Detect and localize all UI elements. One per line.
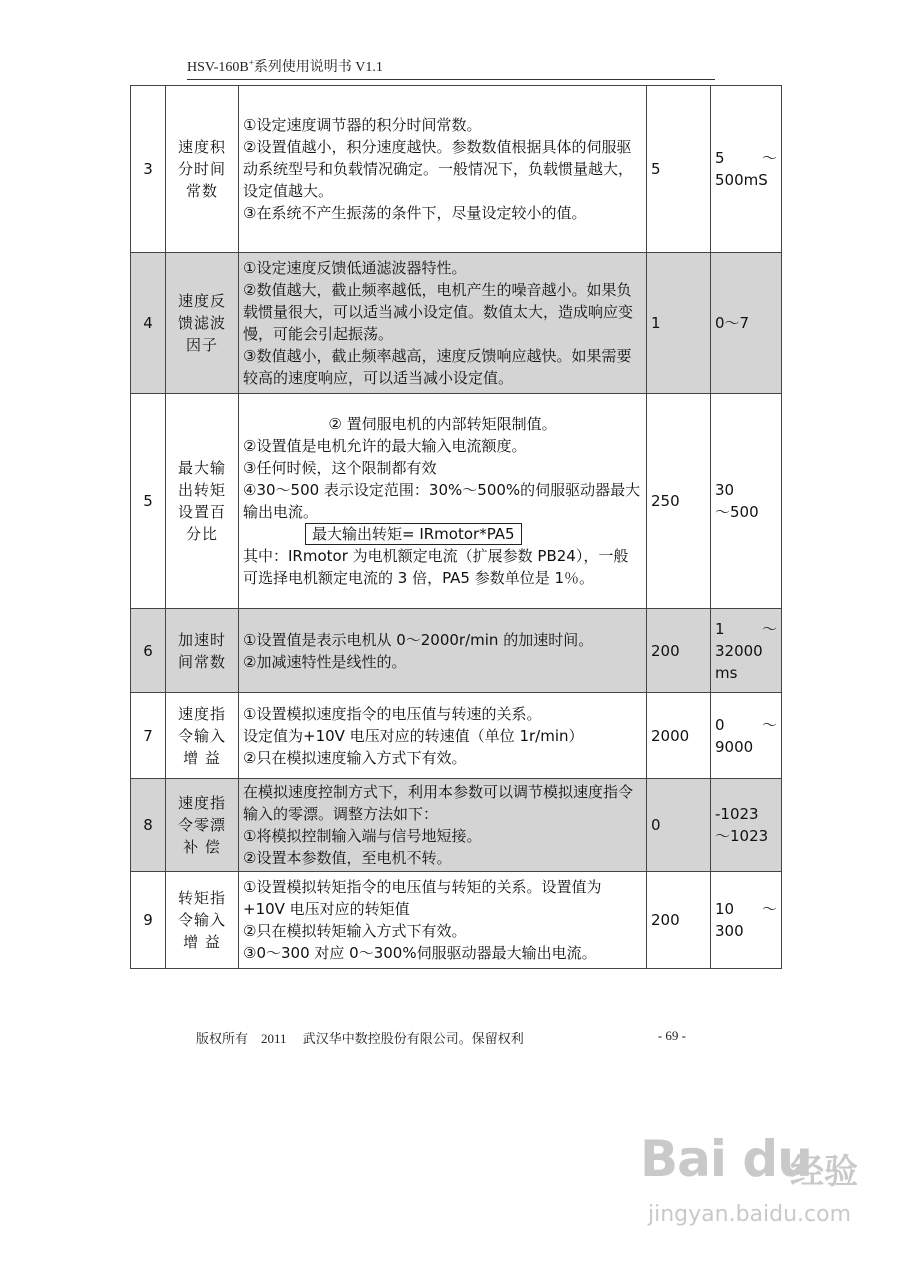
param-number: 6 xyxy=(131,609,166,693)
table-row xyxy=(131,86,782,253)
table-row xyxy=(131,609,782,693)
table-row xyxy=(131,872,782,969)
param-range: 0～7 xyxy=(711,253,782,394)
header-title-suffix: 系列使用说明书 V1.1 xyxy=(253,60,383,75)
param-default: 5 xyxy=(647,86,711,253)
param-range: 10 ～ 300 xyxy=(711,872,782,969)
formula-box: 最大输出转矩= IRmotor*PA5 xyxy=(305,523,522,545)
parameter-table xyxy=(130,85,782,969)
param-name: 加速时 间常数 xyxy=(166,609,239,693)
param-default: 0 xyxy=(647,779,711,872)
table-row xyxy=(131,693,782,779)
param-range: -1023 ～1023 xyxy=(711,779,782,872)
param-name: 转矩指 令输入 增 益 xyxy=(166,872,239,969)
param-number: 5 xyxy=(131,394,166,609)
baidu-watermark xyxy=(640,1130,880,1250)
param-description: ①设定速度反馈低通滤波器特性。 ②数值越大，截止频率越低，电机产生的噪音越小。如果负载惯量很大，可以适当减小设定值。数值太大，造成响应变慢，可能会引起振荡。 ③数值越小，截止频率越高，速度反馈响应越快。如果需要较高的速度响应，可以适当减小设定值。 xyxy=(239,253,647,394)
param-name: 速度反 馈滤波 因子 xyxy=(166,253,239,394)
param-description: ①设定速度调节器的积分时间常数。 ②设置值越小，积分速度越快。参数数值根据具体的伺服驱动系统型号和负载情况确定。一般情况下，负载惯量越大，设定值越大。 ③在系统不产生振荡的条件下，尽量设定较小的值。 xyxy=(239,86,647,253)
param-default: 1 xyxy=(647,253,711,394)
page-number: - 69 - xyxy=(657,1028,686,1043)
param-number: 3 xyxy=(131,86,166,253)
param-range: 0 ～ 9000 xyxy=(711,693,782,779)
param-number: 9 xyxy=(131,872,166,969)
param-description: 在模拟速度控制方式下，利用本参数可以调节模拟速度指令输入的零漂。调整方法如下： ①将模拟控制输入端与信号地短接。 ②设置本参数值，至电机不转。 xyxy=(239,779,647,872)
param-name: 最大输 出转矩 设置百 分比 xyxy=(166,394,239,609)
param-range: 5 ～ 500mS xyxy=(711,86,782,253)
watermark-logo: Bai du xyxy=(640,1130,812,1188)
param-default: 200 xyxy=(647,609,711,693)
page-header xyxy=(187,56,715,80)
table-row xyxy=(131,253,782,394)
param-description: ①设置模拟转矩指令的电压值与转矩的关系。设置值为+10V 电压对应的转矩值 ②只在模拟转矩输入方式下有效。 ③0～300 对应 0～300%伺服驱动器最大输出电流。 xyxy=(239,872,647,969)
param-default: 200 xyxy=(647,872,711,969)
param-description: ①设置值是表示电机从 0～2000r/min 的加速时间。 ②加减速特性是线性的。 xyxy=(239,609,647,693)
param-description: ①设置模拟速度指令的电压值与转速的关系。 设定值为+10V 电压对应的转速值（单位 1r/min） ②只在模拟速度输入方式下有效。 xyxy=(239,693,647,779)
param-range: 1 ～ 32000 ms xyxy=(711,609,782,693)
param-description: ② 置伺服电机的内部转矩限制值。 ②设置值是电机允许的最大输入电流额度。 ③任何时候，这个限制都有效 ④30～500 表示设定范围：30%～500%的伺服驱动器最大输出电流。 最大输出转矩= IRmotor*PA5 其中：IRmotor 为电机额定电流（扩展参数 PB24），一般可选择电机额定电流的 3 倍，PA5 参数单位是 1％。 xyxy=(239,394,647,609)
param-name: 速度积 分时间 常数 xyxy=(166,86,239,253)
table-row xyxy=(131,394,782,609)
watermark-url: jingyan.baidu.com xyxy=(648,1202,852,1227)
param-number: 7 xyxy=(131,693,166,779)
param-name: 速度指 令零漂 补 偿 xyxy=(166,779,239,872)
param-default: 250 xyxy=(647,394,711,609)
watermark-cn: 经验 xyxy=(790,1152,858,1192)
param-number: 4 xyxy=(131,253,166,394)
param-range: 30 ～500 xyxy=(711,394,782,609)
table-row xyxy=(131,779,782,872)
param-default: 2000 xyxy=(647,693,711,779)
param-name: 速度指 令输入 增 益 xyxy=(166,693,239,779)
param-number: 8 xyxy=(131,779,166,872)
header-title-sup: + xyxy=(248,57,254,68)
header-title-prefix: HSV-160B xyxy=(187,60,249,75)
footer-copyright: 版权所有 2011 武汉华中数控股份有限公司。保留权利 xyxy=(196,1031,524,1046)
